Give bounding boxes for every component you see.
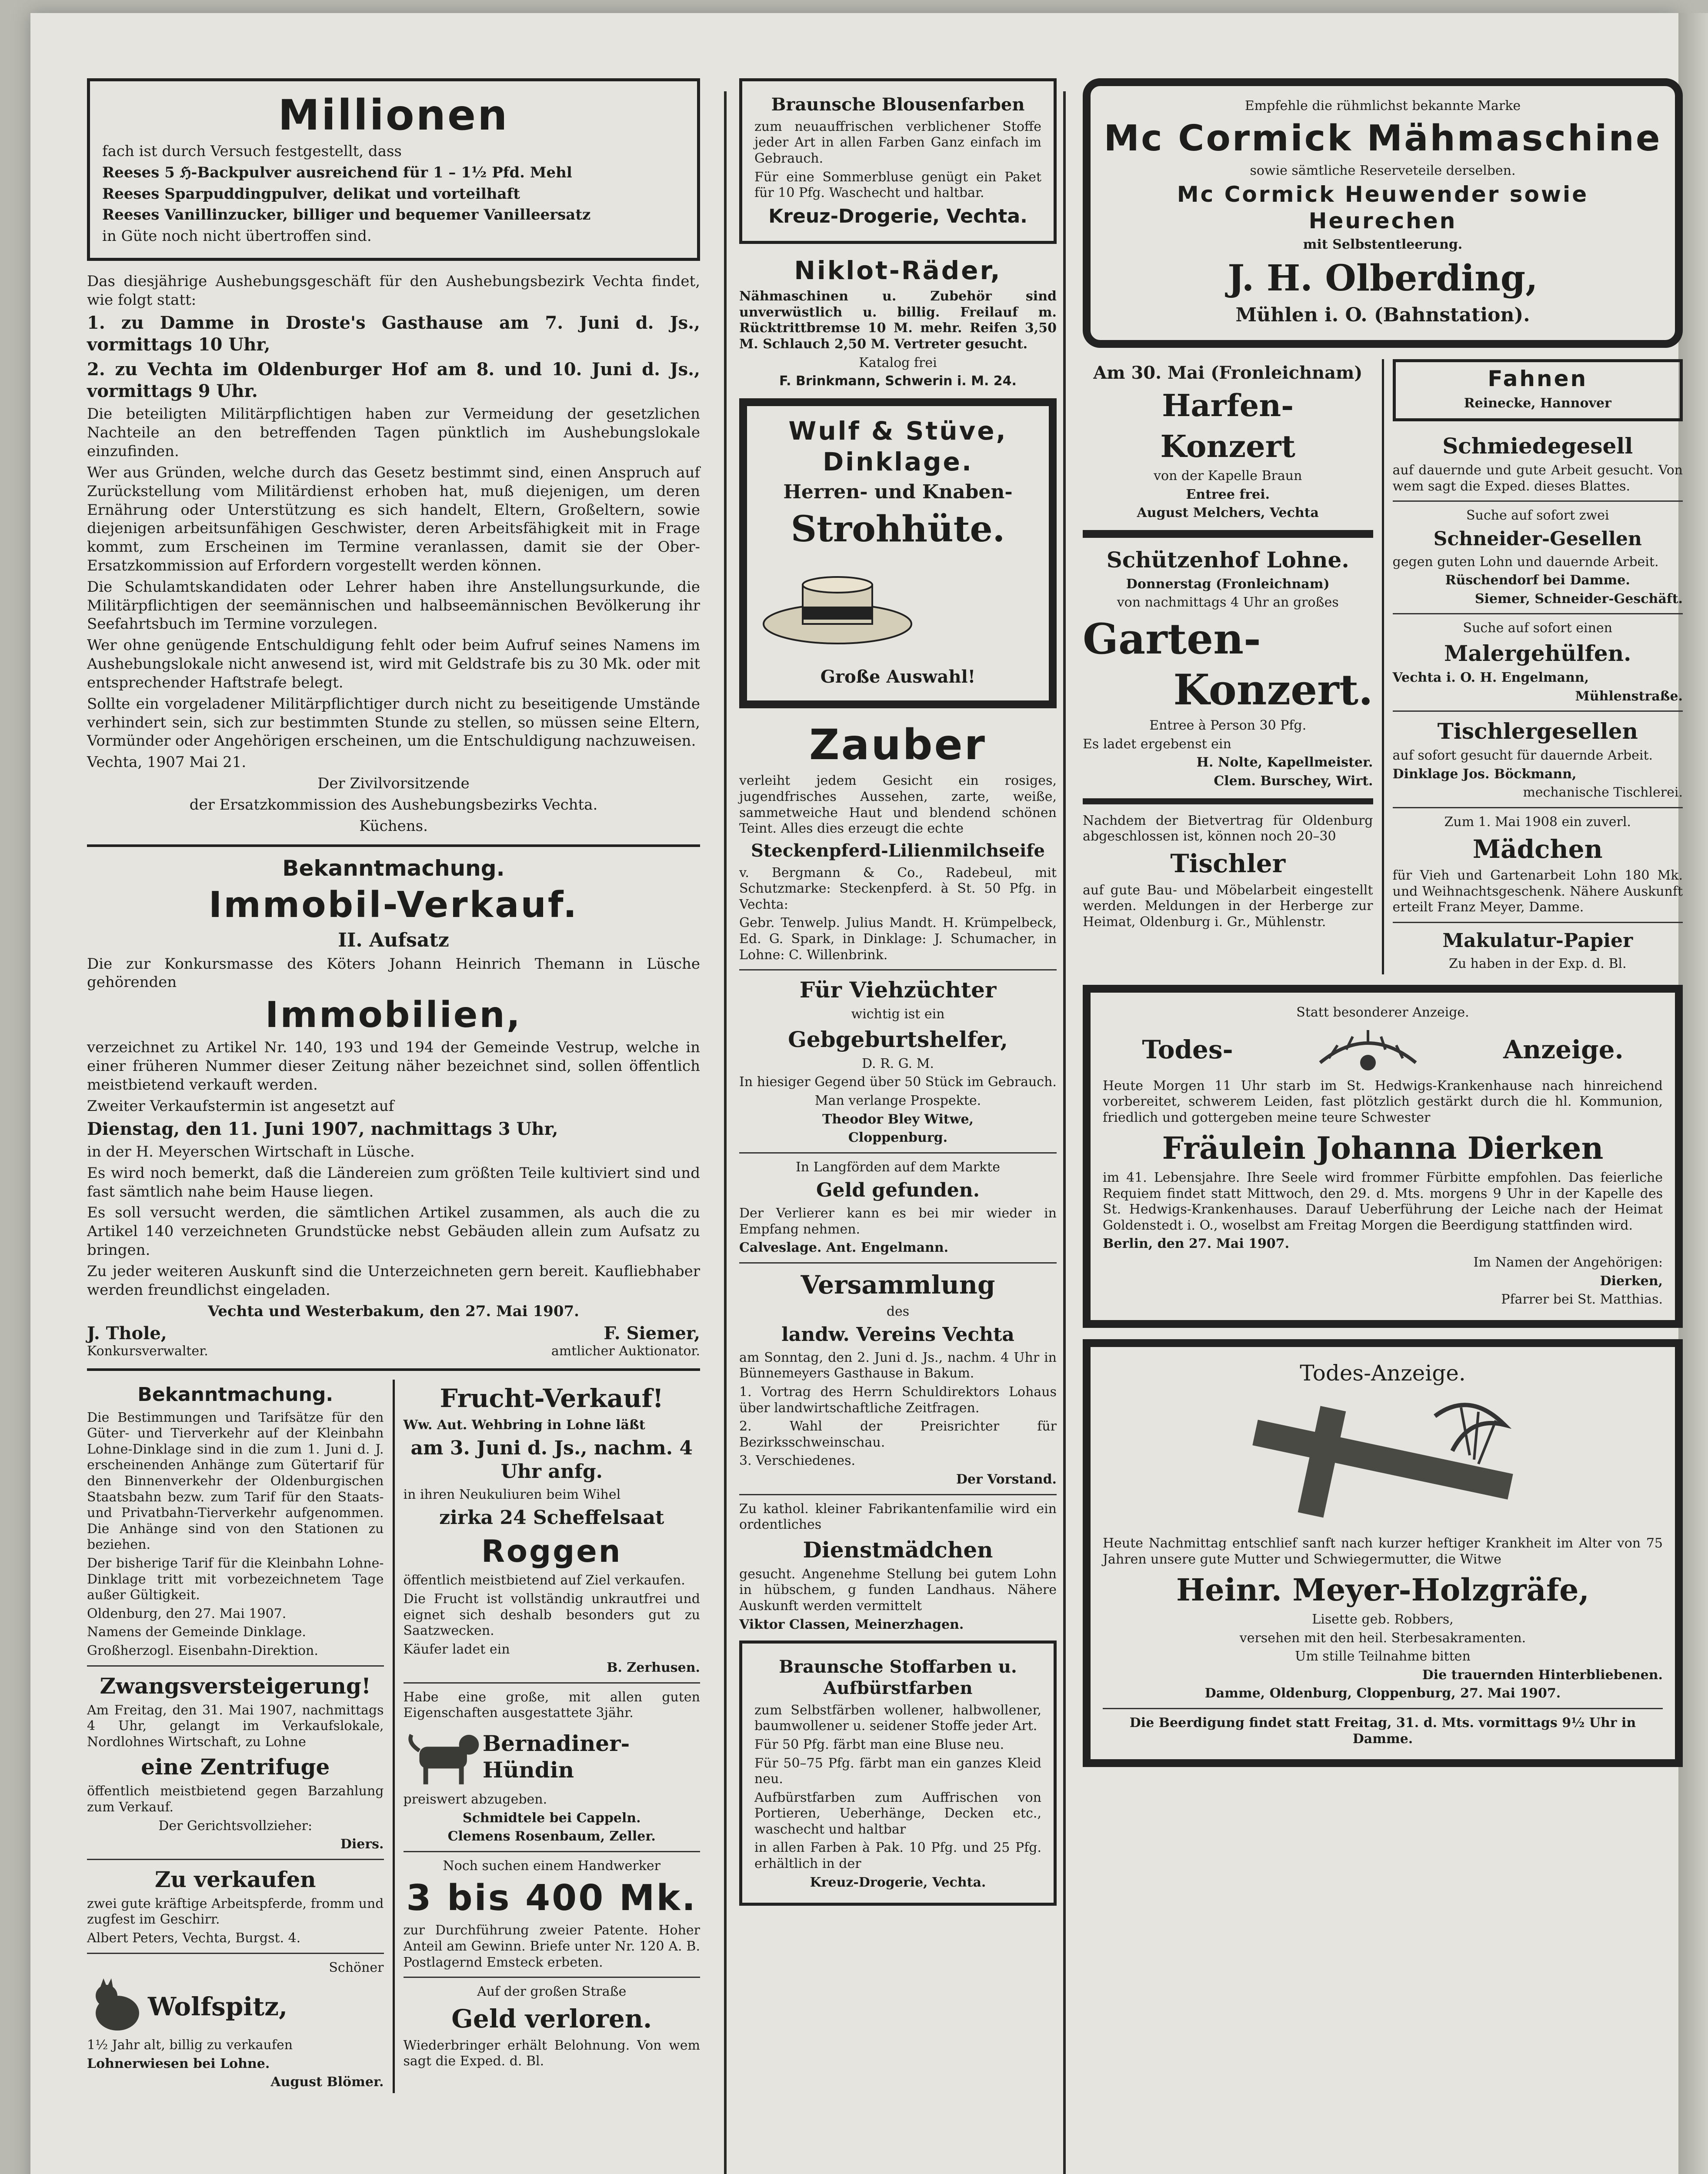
notice-text: Zu jeder weiteren Auskunft sind die Unterzeichneten gern bereit. Kaufliebhaber werden freundlichst eingeladen. bbox=[87, 1262, 700, 1299]
ad-tischler bbox=[1083, 813, 1373, 930]
ad-text: für Vieh und Gartenarbeit Lohn 180 Mk. und Weihnachtsgeschenk. Nähere Auskunft erteilt Franz Meyer, Damme. bbox=[1392, 868, 1683, 915]
ad-text: auf sofort gesucht für dauernde Arbeit. bbox=[1392, 748, 1653, 764]
notice-text: Sollte ein vorgeladener Militärpflichtiger durch nicht zu beseitigende Umstände verhindert sein, sich zur bestimmten Stunde zu stellen, so müssen seine Eltern, Vormünder oder Angehörigen erscheinen, um die Entschuldigung nachzuweisen. bbox=[87, 695, 700, 750]
cross-illustration bbox=[1103, 1390, 1663, 1529]
ad-maedchen bbox=[1393, 814, 1683, 916]
ad-text: Für eine Sommerbluse genügt ein Paket für 10 Pfg. Waschecht und haltbar. bbox=[754, 169, 1041, 201]
ad-text: Entree frei. bbox=[1186, 487, 1270, 502]
ad-signature: August Blömer. bbox=[270, 2074, 384, 2090]
ad-title: Zu verkaufen bbox=[154, 1866, 316, 1892]
ad-text: auf gute Bau- und Möbelarbeit eingestellt werden. Meldungen in der Herberge zur Heimat, Oldenburg i. Gr., Mühlenstr. bbox=[1083, 882, 1373, 930]
ad-title: Malergehülfen. bbox=[1444, 640, 1631, 666]
column-2 bbox=[739, 78, 1057, 1917]
ad-line: fach ist durch Versuch festgestellt, dass bbox=[102, 143, 402, 160]
ad-title: Für Viehzüchter bbox=[799, 977, 997, 1003]
ad-big: 3 bis 400 Mk. bbox=[406, 1877, 697, 1919]
notice-text: Am Freitag, den 31. Mai 1907, nachmittags 4 Uhr, gelangt im Verkaufslokale, Nordlohnes Wirtschaft, zu Lohne bbox=[87, 1702, 384, 1750]
notice-signatures bbox=[87, 1323, 700, 1360]
ad-line: in Güte noch nicht übertroffen sind. bbox=[102, 227, 372, 245]
ad-frucht bbox=[404, 1383, 701, 1676]
notice-big: Immobilien, bbox=[265, 994, 522, 1036]
column-rule bbox=[1063, 91, 1066, 2174]
ad-text: preiswert abzugeben. bbox=[403, 1792, 547, 1807]
ad-title: Konzert bbox=[1160, 428, 1295, 464]
ad-text: Aufbürstfarben zum Auffrischen von Portieren, Ueberhänge, Decken etc., waschecht und haltbar bbox=[754, 1790, 1041, 1837]
ad-text: mit Selbstentleerung. bbox=[1303, 237, 1463, 253]
ad-text: gegen guten Lohn und dauernde Arbeit. bbox=[1392, 554, 1659, 570]
ad-text: Gebr. Tenwelp. Julius Mandt. H. Krümpelbeck, Ed. G. Spark, in Dinklage: J. Schumacher, in Lohne: C. Willenbrink. bbox=[739, 915, 1057, 963]
divider bbox=[1393, 807, 1683, 808]
divider bbox=[739, 969, 1057, 970]
ad-title: Niklot-Räder, bbox=[794, 256, 1002, 286]
ad-text: Die Frucht ist vollständig unkrautfrei und eignet sich deshalb besonders gut zu Saatzwecken. bbox=[403, 1591, 700, 1639]
ad-blousenfarben bbox=[739, 78, 1057, 244]
ad-text: Auf der großen Straße bbox=[477, 1984, 627, 2000]
ad-text: auf dauernde und gute Arbeit gesucht. Von wem sagt die Exped. dieses Blattes. bbox=[1392, 463, 1683, 494]
notice-text: verzeichnet zu Artikel Nr. 140, 193 und 194 der Gemeinde Vestrup, welche in einer früheren Nummer dieser Zeitung näher bezeichnet sind, sollen öffentlich meistbietend verkauft werden. bbox=[87, 1039, 700, 1094]
ad-harfenkonzert bbox=[1083, 363, 1373, 521]
ad-signature: Clemens Rosenbaum, Zeller. bbox=[447, 1829, 656, 1844]
notice-text: Es wird noch bemerkt, daß die Ländereien zum größten Teile kultiviert sind und fast sämtlich nahe beim Hause liegen. bbox=[87, 1164, 700, 1200]
ad-signature: Siemer, Schneider-Geschäft. bbox=[1474, 591, 1683, 607]
notice-title: Bekanntmachung. bbox=[137, 1383, 334, 1406]
obituary-signature: Pfarrer bei St. Matthias. bbox=[1501, 1292, 1663, 1307]
ad-signature: Mühlenstraße. bbox=[1575, 688, 1683, 704]
ad-signature: Viktor Classen, Meinerzhagen. bbox=[739, 1617, 964, 1632]
notice-signature: Der Vorstand. bbox=[956, 1471, 1057, 1487]
notice-aushebung bbox=[87, 272, 700, 835]
obituary-text: versehen mit den heil. Sterbesakramenten. bbox=[1239, 1630, 1526, 1646]
notice-text: öffentlich meistbietend gegen Barzahlung zum Verkauf. bbox=[87, 1784, 384, 1815]
ad-title: Bernadiner-Hündin bbox=[482, 1731, 630, 1783]
ad-text: Wiederbringer erhält Belohnung. Von wem sagt die Exped. d. Bl. bbox=[403, 2037, 700, 2069]
notice-text: Es soll versucht werden, die sämtlichen Artikel zusammen, als auch die zu Artikel 140 verzeichneten Grundstücke nebst Gebäuden allein zum Aufsatz zu bringen. bbox=[87, 1204, 700, 1259]
ad-text: Entree à Person 30 Pfg. bbox=[1149, 718, 1307, 734]
ad-title: Geld verloren. bbox=[451, 2004, 652, 2034]
ad-zauber bbox=[739, 720, 1057, 963]
divider bbox=[404, 1851, 701, 1852]
ad-signature: Vechta i. O. H. Engelmann, bbox=[1392, 670, 1589, 685]
ad-text: Für 50–75 Pfg. färbt man ein ganzes Kleid neu. bbox=[754, 1755, 1041, 1787]
divider bbox=[1393, 710, 1683, 712]
ad-niklot bbox=[739, 255, 1057, 389]
notice-item: 2. Wahl der Preisrichter für Bezirksschweinschau. bbox=[739, 1419, 1057, 1450]
divider bbox=[739, 1152, 1057, 1154]
obituary-place: Berlin, den 27. Mai 1907. bbox=[1103, 1236, 1290, 1252]
ad-text: Herren- und Knaben- bbox=[783, 481, 1013, 503]
ad-signature: Kreuz-Drogerie, Vechta. bbox=[810, 1874, 986, 1890]
notice-text: des bbox=[886, 1304, 910, 1319]
ad-text: D. R. G. M. bbox=[862, 1056, 934, 1071]
ad-signature: B. Zerhusen. bbox=[607, 1660, 700, 1676]
column-rule bbox=[724, 91, 727, 2174]
notice-item: 3. Verschiedenes. bbox=[739, 1453, 855, 1469]
ad-text: Für 50 Pfg. färbt man eine Bluse neu. bbox=[754, 1737, 1004, 1752]
ad-big: Garten- bbox=[1083, 614, 1261, 664]
ad-text: zum Selbstfärben wollener, halbwollener, baumwollener u. seidener Stoffe jeder Art. bbox=[754, 1702, 1041, 1734]
ad-big: Konzert. bbox=[1173, 665, 1373, 715]
ad-signature: Calveslage. Ant. Engelmann. bbox=[739, 1240, 949, 1256]
ad-text: öffentlich meistbietend auf Ziel verkaufen. bbox=[403, 1573, 685, 1588]
notice-text: in der H. Meyerschen Wirtschaft in Lüsche. bbox=[87, 1143, 415, 1160]
notice-big: eine Zentrifuge bbox=[141, 1754, 330, 1780]
ad-text: Katalog frei bbox=[859, 355, 937, 370]
dog-illustration bbox=[87, 1978, 148, 2035]
obituary-signature: Die trauernden Hinterbliebenen. bbox=[1422, 1667, 1663, 1683]
ad-text: Ww. Aut. Wehbring in Lohne läßt bbox=[403, 1417, 645, 1433]
divider bbox=[1103, 1708, 1663, 1709]
ad-product: Steckenpferd-Lilienmilchseife bbox=[751, 840, 1045, 861]
ad-title: Schützenhof Lohne. bbox=[1106, 547, 1349, 573]
ad-signature: Albert Peters, Vechta, Burgst. 4. bbox=[87, 1930, 301, 1946]
notice-text: Wer aus Gründen, welche durch das Gesetz bestimmt sind, einen Anspruch auf Zurückstellung vom Militärdienst erhoben hat, muß diejenigen, um deren Ernährung oder Unterstützung es sich handelt, Eltern, Großeltern, sowie diejenigen arbeitsunfähigen Geschwister, deren Arbeitsfähigkeit mit in Frage kommt, zum Erscheinen im Termine veranlassen, damit sie der Ober-Ersatzkommission auf Erfordern vorgestellt werden können. bbox=[87, 463, 700, 574]
notice-title: Immobil-Verkauf. bbox=[208, 884, 579, 926]
ad-title: Braunsche Stoffarben u. Aufbürstfarben bbox=[779, 1657, 1017, 1698]
ad-spitz-row bbox=[87, 1978, 384, 2035]
ad-makulatur bbox=[1393, 929, 1683, 972]
obituary-text: Um stille Teilnahme bitten bbox=[1295, 1649, 1471, 1664]
ad-hund-row bbox=[404, 1724, 701, 1789]
ad-title: Geld gefunden. bbox=[816, 1179, 980, 1202]
ad-text: zur Durchführung zweier Patente. Hoher Anteil am Gewinn. Briefe unter Nr. 120 A. B. Postlagernd Emsteck erbeten. bbox=[403, 1923, 700, 1970]
notice-date: Dienstag, den 11. Juni 1907, nachmittags 3 Uhr, bbox=[87, 1118, 558, 1139]
notice-text: Der bisherige Tarif für die Kleinbahn Lohne-Dinklage tritt mit vorbezeichnetem Tage außer Gültigkeit. bbox=[87, 1556, 384, 1603]
obituary-text: Heute Nachmittag entschlief sanft nach kurzer heftiger Krankheit im Alter von 75 Jahren unsere gute Mutter und Schwiegermutter, die Witwe bbox=[1103, 1536, 1663, 1567]
obituary-text: Die Beerdigung findet statt Freitag, 31. d. Mts. vormittags 9½ Uhr in Damme. bbox=[1129, 1715, 1636, 1747]
obituary-signature: Dierken, bbox=[1600, 1273, 1663, 1289]
ad-text: Habe eine große, mit allen guten Eigenschaften ausgestattete 3jähr. bbox=[403, 1689, 700, 1721]
ad-text: Nachdem der Bietvertrag für Oldenburg abgeschlossen ist, können noch 20–30 bbox=[1083, 813, 1373, 844]
ad-geld-gefunden bbox=[739, 1160, 1057, 1256]
obituary-heading bbox=[1103, 1024, 1663, 1076]
ad-title: Wolfspitz, bbox=[148, 1991, 288, 2021]
ad-schneider bbox=[1393, 508, 1683, 607]
ad-spitz bbox=[87, 1960, 384, 2091]
divider bbox=[1393, 500, 1683, 502]
ad-gartenkonzert bbox=[1083, 547, 1373, 790]
ad-maler bbox=[1393, 620, 1683, 704]
ad-title: Braunsche Blousenfarben bbox=[771, 94, 1025, 115]
ad-text: Rüschendorf bei Damme. bbox=[1445, 573, 1630, 588]
divider bbox=[1393, 922, 1683, 923]
ad-qty: zirka 24 Scheffelsaat bbox=[439, 1507, 664, 1529]
signature-role: Konkursverwalter. bbox=[87, 1344, 208, 1359]
ad-text: In hiesiger Gegend über 50 Stück im Gebrauch. bbox=[739, 1074, 1057, 1090]
notice-place: Vechta und Westerbakum, den 27. Mai 1907. bbox=[208, 1302, 579, 1320]
ad-text: wichtig ist ein bbox=[851, 1007, 945, 1022]
ad-title: Mädchen bbox=[1472, 834, 1603, 864]
ad-text: zwei gute kräftige Arbeitspferde, fromm und zugfest im Geschirr. bbox=[87, 1896, 384, 1927]
ad-signature: Kreuz-Drogerie, Vechta. bbox=[768, 205, 1027, 227]
notice-text: Die beteiligten Militärpflichtigen haben zur Vermeidung der gesetzlichen Nachteile an den betreffenden Tagen pünktlich im Aushebungslokale einzufinden. bbox=[87, 405, 700, 460]
ornament-divider bbox=[1083, 530, 1373, 538]
ad-text: Zu haben in der Exp. d. Bl. bbox=[1448, 956, 1627, 971]
ad-text: gesucht. Angenehme Stellung bei gutem Lohn in hübschem, g funden Landhaus. Nähere Auskunft werden vermittelt bbox=[739, 1566, 1057, 1614]
column-1b bbox=[395, 1380, 701, 2093]
ad-viehzuechter bbox=[739, 977, 1057, 1146]
ad-kicker: Schöner bbox=[329, 1960, 384, 1975]
ad-text: Suche auf sofort zwei bbox=[1466, 508, 1609, 523]
notice-signature: Der Zivilvorsitzende bbox=[317, 775, 470, 793]
page-edge bbox=[1678, 13, 1708, 2174]
ad-title: Wulf & Stüve, bbox=[788, 416, 1007, 446]
ad-signature: August Melchers, Vechta bbox=[1137, 505, 1319, 521]
column-3a bbox=[1083, 359, 1384, 975]
divider bbox=[87, 1665, 384, 1667]
notice-text: Die Schulamtskandidaten oder Lehrer haben ihre Anstellungsurkunde, die Militärpflichtigen der seemännischen und halbseemännischen Bevölkerung ihr Seefahrtsbuch im Termine vorzulegen. bbox=[87, 578, 700, 633]
ad-tischlergesellen bbox=[1393, 718, 1683, 801]
notice-text: Wer ohne genügende Entschuldigung fehlt oder beim Aufruf seines Namens im Aushebungslokale nicht anwesend ist, wird mit Geldstrafe bis zu 30 Mk. oder mit entsprechender Haftstrafe belegt. bbox=[87, 637, 700, 691]
column-1-lower bbox=[87, 1380, 700, 2093]
ad-title: Mc Cormick Mähmaschine bbox=[1104, 117, 1662, 159]
ad-mccormick bbox=[1083, 78, 1683, 348]
ad-kicker: Am 30. Mai (Fronleichnam) bbox=[1093, 362, 1363, 383]
ad-line: Reeses Vanillinzucker, billiger und bequemer Vanilleersatz bbox=[102, 206, 591, 224]
signature-right bbox=[551, 1323, 700, 1360]
ad-title: Makulatur-Papier bbox=[1442, 930, 1633, 952]
ad-big: Strohhüte. bbox=[791, 508, 1005, 550]
ad-wulf-stueve bbox=[739, 398, 1057, 709]
notice-text: Zweiter Verkaufstermin ist angesetzt auf bbox=[87, 1097, 394, 1115]
notice-signature: Großherzogl. Eisenbahn-Direktion. bbox=[87, 1643, 318, 1658]
ad-dienstmaedchen bbox=[739, 1501, 1057, 1633]
ad-title: Schmiedegesell bbox=[1442, 433, 1633, 459]
signature-name: F. Siemer, bbox=[604, 1323, 700, 1344]
ad-text: Man verlange Prospekte. bbox=[814, 1093, 981, 1108]
notice-text: Die Bestimmungen und Tarifsätze für den Güter- und Tierverkehr auf der Kleinbahn Lohne-Dinklage sind in die zum 1. Juni d. J. erscheinenden Anhänge zum Gütertarif für den Binnenverkehr der Oldenburgischen Staatsbahn bezw. zum Tarif für den Staats- und Privatbahn-Tierverkehr aufgenommen. Die Anhänge sind von den Stationen zu beziehen. bbox=[87, 1410, 384, 1553]
ornament-divider bbox=[1083, 798, 1373, 804]
column-1a bbox=[87, 1380, 395, 2093]
obituary-title: Todes- bbox=[1142, 1034, 1233, 1064]
ad-text: Zum 1. Mai 1908 ein zuverl. bbox=[1444, 814, 1631, 830]
column-3 bbox=[1083, 78, 1683, 1778]
notice-signature: Der Gerichtsvollzieher: bbox=[158, 1818, 313, 1834]
ad-title: Fahnen bbox=[1488, 366, 1588, 391]
ad-geld-verloren bbox=[404, 1984, 701, 2070]
ad-pferde bbox=[87, 1866, 384, 1947]
obituary-text: im 41. Lebensjahre. Ihre Seele wird frommer Fürbitte empfohlen. Das feierliche Requiem findet statt Mittwoch, den 29. d. Mts. morgens 9 Uhr in der Kapelle des St. Hedwigs-Krankenhauses. Darauf Ueberführung der Leiche nach der Heimat Goldenstedt i. O., woselbst am Freitag Morgen die Beerdigung stattfinden wird. bbox=[1103, 1170, 1663, 1233]
ad-signature: Dinklage Jos. Böckmann, bbox=[1392, 766, 1577, 782]
ad-title: Dinklage. bbox=[823, 447, 973, 477]
ad-text: verleiht jedem Gesicht ein rosiges, jugendfrisches Aussehen, zarte, weiße, sammetweiche Haut und blendend schönen Teint. Alles dies erzeugt die echte bbox=[739, 773, 1057, 837]
signature-name: J. Thole, bbox=[87, 1323, 167, 1344]
divider bbox=[404, 1682, 701, 1684]
obituary-kicker: Todes-Anzeige. bbox=[1300, 1360, 1466, 1386]
ad-signature: H. Nolte, Kapellmeister. bbox=[1196, 755, 1373, 770]
wreath-illustration bbox=[1311, 1024, 1424, 1076]
ad-text: Zu kathol. kleiner Fabrikantenfamilie wird ein ordentliches bbox=[739, 1501, 1057, 1533]
ad-fahnen bbox=[1393, 359, 1683, 422]
ad-title: Tischler bbox=[1170, 848, 1286, 878]
signature-left bbox=[87, 1323, 208, 1360]
notice-text: Das diesjährige Aushebungsgeschäft für den Aushebungsbezirk Vechta findet, wie folgt statt: bbox=[87, 273, 700, 309]
ad-title: Schneider-Gesellen bbox=[1433, 527, 1642, 550]
obituary-meyer bbox=[1083, 1339, 1683, 1767]
notice-signature: Küchens. bbox=[359, 817, 428, 835]
divider bbox=[739, 1494, 1057, 1495]
ad-text: Donnerstag (Fronleichnam) bbox=[1126, 576, 1330, 592]
ad-text: Noch suchen einem Handwerker bbox=[443, 1858, 661, 1874]
ad-kicker: Empfehle die rühmlichst bekannte Marke bbox=[1244, 98, 1521, 113]
ad-date: am 3. Juni d. Js., nachm. 4 Uhr anfg. bbox=[410, 1437, 693, 1483]
ad-millionen bbox=[87, 78, 700, 261]
ad-schmiede bbox=[1393, 433, 1683, 494]
ad-signature: Clem. Burschey, Wirt. bbox=[1214, 774, 1373, 789]
obituary-name: Fräulein Johanna Dierken bbox=[1162, 1130, 1604, 1166]
ad-text: v. Bergmann & Co., Radebeul, mit Schutzmarke: Steckenpferd. à St. 50 Pfg. in Vechta: bbox=[739, 865, 1057, 912]
ad-signature: Cloppenburg. bbox=[848, 1130, 948, 1146]
notice-versammlung bbox=[739, 1270, 1057, 1488]
obituary-name: Heinr. Meyer-Holzgräfe, bbox=[1176, 1571, 1589, 1608]
ad-text: Käufer ladet ein bbox=[403, 1641, 510, 1657]
obituary-place: Damme, Oldenburg, Cloppenburg, 27. Mai 1907. bbox=[1204, 1686, 1561, 1701]
notice-place: Oldenburg, den 27. Mai 1907. bbox=[87, 1606, 287, 1621]
ad-mark bbox=[404, 1858, 701, 1971]
column-3b bbox=[1384, 359, 1683, 975]
ad-text: Suche auf sofort einen bbox=[1463, 620, 1612, 636]
column-3-upper bbox=[1083, 359, 1683, 975]
divider bbox=[1393, 613, 1683, 614]
ad-hund bbox=[404, 1690, 701, 1845]
divider bbox=[87, 844, 700, 847]
notice-item: 1. zu Damme in Droste's Gasthause am 7. Juni d. Js., vormittags 10 Uhr, bbox=[87, 312, 700, 355]
ad-big: Gebgeburtshelfer, bbox=[788, 1026, 1008, 1052]
column-1 bbox=[87, 78, 700, 2093]
obituary-text: Lisette geb. Robbers, bbox=[1312, 1611, 1454, 1627]
notice-item: 2. zu Vechta im Oldenburger Hof am 8. und 10. Juni d. Js., vormittags 9 Uhr. bbox=[87, 359, 700, 401]
straw-hat-illustration bbox=[759, 563, 916, 650]
ad-stoffarben bbox=[739, 1641, 1057, 1906]
notice-sub: II. Aufsatz bbox=[338, 929, 449, 951]
ad-text: von nachmittags 4 Uhr an großes bbox=[1117, 595, 1339, 610]
ad-title: Dienstmädchen bbox=[803, 1537, 993, 1563]
divider bbox=[87, 1368, 700, 1371]
notice-zwang bbox=[87, 1673, 384, 1853]
notice-date: Vechta, 1907 Mai 21. bbox=[87, 754, 247, 771]
divider bbox=[739, 1262, 1057, 1264]
notice-title: Versammlung bbox=[801, 1270, 995, 1300]
notice-kicker: Bekanntmachung. bbox=[282, 855, 505, 881]
signature-role: amtlicher Auktionator. bbox=[551, 1344, 700, 1359]
ad-text: zum neuauffrischen verblichener Stoffe jeder Art in allen Farben Ganz einfach im Gebrauch. bbox=[754, 119, 1041, 166]
ad-signature: mechanische Tischlerei. bbox=[1523, 785, 1683, 800]
notice-name: landw. Vereins Vechta bbox=[781, 1324, 1014, 1346]
ad-text: Lohnerwiesen bei Lohne. bbox=[87, 2056, 270, 2071]
ad-text: in ihren Neukuliuren beim Wihel bbox=[403, 1487, 621, 1502]
notice-bahn bbox=[87, 1383, 384, 1659]
notice-immobil bbox=[87, 856, 700, 1360]
ad-text: 1½ Jahr alt, billig zu verkaufen bbox=[87, 2037, 293, 2053]
ad-text: Nähmaschinen u. Zubehör sind unverwüstlich u. billig. Freilauf m. Rücktrittbremse 10 M. mehr. Reifen 3,50 M. Schlauch 2,50 M. Vertreter gesucht. bbox=[739, 289, 1057, 352]
obituary-signature: Im Namen der Angehörigen: bbox=[1473, 1255, 1663, 1270]
ad-title: Frucht-Verkauf! bbox=[440, 1383, 664, 1413]
notice-signature: der Ersatzkommission des Aushebungsbezirks Vechta. bbox=[189, 796, 598, 814]
ad-signature: Theodor Bley Witwe, bbox=[822, 1111, 974, 1127]
ad-title: Mc Cormick Heuwender sowie Heurechen bbox=[1177, 182, 1589, 234]
divider bbox=[87, 1953, 384, 1954]
notice-signature: Diers. bbox=[340, 1837, 384, 1852]
ad-text: Große Auswahl! bbox=[820, 666, 976, 687]
notice-text: am Sonntag, den 2. Juni d. Js., nachm. 4 Uhr in Bünnemeyers Gasthause in Bakum. bbox=[739, 1350, 1057, 1381]
ad-text: In Langförden auf dem Markte bbox=[795, 1159, 1001, 1175]
divider bbox=[404, 1977, 701, 1978]
divider bbox=[87, 1859, 384, 1860]
obituary-text: Heute Morgen 11 Uhr starb im St. Hedwigs-Krankenhause nach hinreichend vorbereitet, schwerem Leiden, fast plötzlich gestärkt durch die hl. Kommunion, friedlich und gottergeben meine teure Schwester bbox=[1103, 1078, 1663, 1126]
ad-place: Mühlen i. O. (Bahnstation). bbox=[1235, 303, 1530, 326]
ad-text: Schmidtele bei Cappeln. bbox=[462, 1810, 641, 1826]
ad-title: Zauber bbox=[809, 720, 987, 770]
ad-text: Der Verlierer kann es bei mir wieder in Empfang nehmen. bbox=[739, 1206, 1057, 1237]
ad-line: Reeses 5 ℌ-Backpulver ausreichend für 1 – 1½ Pfd. Mehl bbox=[102, 163, 572, 181]
ad-text: Es ladet ergebenst ein bbox=[1083, 736, 1231, 752]
ad-title: Millionen bbox=[278, 91, 509, 140]
ad-title: Harfen- bbox=[1162, 387, 1294, 424]
ad-text: von der Kapelle Braun bbox=[1154, 468, 1302, 484]
notice-title: Zwangsversteigerung! bbox=[100, 1673, 371, 1699]
ad-sub: Reinecke, Hannover bbox=[1464, 395, 1611, 411]
ad-big: Roggen bbox=[481, 1533, 622, 1569]
ad-text: in allen Farben à Pak. 10 Pfg. und 25 Pfg. erhältlich in der bbox=[754, 1840, 1041, 1872]
ad-text: sowie sämtliche Reserveteile derselben. bbox=[1250, 163, 1516, 178]
ad-title: Tischlergesellen bbox=[1437, 718, 1638, 744]
dog-illustration bbox=[404, 1724, 483, 1789]
obituary-title: Anzeige. bbox=[1503, 1034, 1624, 1064]
ad-signature: F. Brinkmann, Schwerin i. M. 24. bbox=[779, 373, 1017, 389]
notice-signature: Namens der Gemeinde Dinklage. bbox=[87, 1624, 306, 1640]
obituary-kicker: Statt besonderer Anzeige. bbox=[1296, 1005, 1469, 1020]
obituary-dierken bbox=[1083, 985, 1683, 1328]
notice-item: 1. Vortrag des Herrn Schuldirektors Lohaus über landwirtschaftliche Zeitfragen. bbox=[739, 1384, 1057, 1416]
ad-firm: J. H. Olberding, bbox=[1228, 257, 1538, 299]
notice-text: Die zur Konkursmasse des Köters Johann Heinrich Themann in Lüsche gehörenden bbox=[87, 955, 700, 991]
ad-line: Reeses Sparpuddingpulver, delikat und vorteilhaft bbox=[102, 185, 520, 203]
